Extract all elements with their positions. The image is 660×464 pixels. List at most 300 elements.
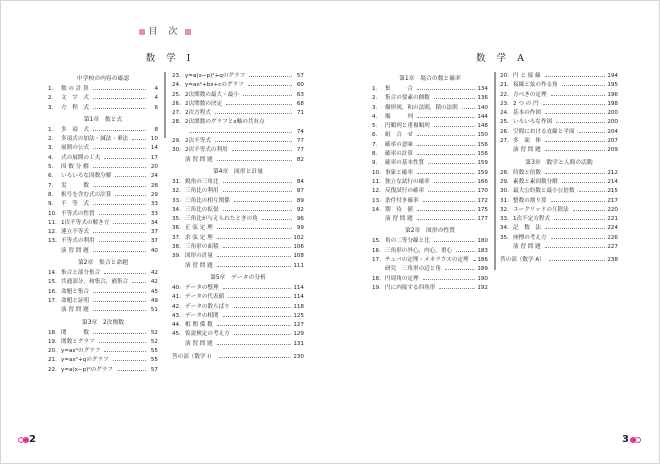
chapter-heading: 第1章 数と式 [83, 116, 123, 123]
toc-entry[interactable] [172, 109, 304, 118]
dot-leader [579, 191, 606, 192]
dot-leader [417, 145, 475, 146]
toc-entry[interactable] [172, 197, 304, 206]
answer-section-entry[interactable] [500, 256, 618, 265]
entry-page-number: 200 [607, 119, 618, 126]
entry-number: 12. [48, 229, 57, 236]
chapter-heading: 第2章 図形の性質 [404, 228, 456, 235]
toc-entry[interactable] [500, 243, 618, 252]
toc-entry[interactable] [48, 163, 158, 172]
entry-title: 確率の意味 [385, 141, 413, 148]
toc-entry[interactable] [48, 237, 158, 246]
entry-title: 約数と倍数 [513, 169, 541, 176]
dot-leader [579, 132, 606, 133]
chapter-heading: 第2章 集合と命題 [77, 260, 129, 267]
dot-leader [545, 228, 605, 229]
toc-entry[interactable] [48, 347, 158, 356]
entry-title: 三角比の利用 [185, 188, 219, 195]
entry-title: 実 数 [61, 182, 89, 189]
toc-entry[interactable] [372, 122, 488, 131]
entry-page-number: 42 [150, 270, 158, 277]
toc-entry[interactable] [500, 178, 618, 187]
toc-entry[interactable] [172, 146, 304, 155]
toc-entry[interactable] [172, 215, 304, 224]
entry-page-number: 230 [293, 354, 304, 361]
entry-number: 20. [500, 73, 509, 79]
entry-page-number: 150 [477, 132, 488, 139]
entry-title: 多 面 体 [513, 138, 541, 145]
entry-page-number: 159 [477, 169, 488, 176]
entry-number: 3. [372, 104, 378, 111]
dot-leader [189, 132, 292, 133]
entry-number: 32. [172, 188, 181, 195]
dot-leader [115, 176, 146, 177]
entry-page-number: 89 [296, 197, 304, 204]
toc-entry[interactable] [372, 178, 488, 187]
entry-number: 8. [48, 191, 54, 198]
dot-leader [217, 238, 292, 239]
entry-number: 18. [48, 329, 57, 336]
dot-leader [573, 210, 606, 211]
dot-leader [215, 113, 292, 114]
toc-entry[interactable] [172, 72, 304, 81]
entry-title: 命題と証明 [61, 297, 89, 304]
dot-leader [93, 148, 146, 149]
dot-leader [223, 182, 292, 183]
entry-page-number: 10 [150, 136, 158, 143]
dot-leader [243, 95, 292, 96]
entry-title: 素数と素因数分解 [513, 178, 558, 185]
toc-entry[interactable] [172, 330, 304, 339]
entry-number: 15. [48, 279, 57, 286]
entry-page-number: 4 [154, 95, 158, 102]
toc-entry[interactable] [372, 197, 488, 206]
entry-number: 21. [48, 357, 57, 364]
toc-column-right-1 [372, 72, 488, 293]
toc-entry[interactable] [372, 284, 488, 293]
toc-entry[interactable] [500, 146, 618, 155]
dot-leader [417, 117, 475, 118]
toc-entry[interactable] [500, 215, 618, 224]
entry-number: 33. [172, 197, 181, 204]
toc-entry[interactable] [372, 187, 488, 196]
entry-number: 22. [48, 366, 57, 373]
toc-entry[interactable] [372, 113, 488, 122]
toc-entry[interactable] [172, 243, 304, 252]
entry-number: 5. [372, 123, 378, 130]
toc-entry[interactable] [372, 150, 488, 159]
toc-entry[interactable] [48, 135, 158, 144]
toc-entry[interactable] [500, 81, 618, 90]
dot-leader [417, 154, 475, 155]
toc-entry[interactable] [48, 366, 158, 375]
toc-entry[interactable] [48, 172, 158, 181]
entry-page-number: 24 [150, 173, 158, 180]
entry-title: 組 合 せ [385, 132, 413, 139]
toc-entry[interactable] [172, 187, 304, 196]
column-divider [494, 72, 496, 270]
entry-page-number: 8 [154, 126, 158, 133]
toc-entry[interactable] [48, 228, 158, 237]
entry-title: ユークリッドの互除法 [513, 206, 569, 213]
dot-leader [417, 210, 475, 211]
toc-entry[interactable] [48, 278, 158, 287]
entry-title: 演 習 問 題 [185, 156, 213, 163]
entry-page-number: 71 [296, 110, 304, 117]
entry-number: 2. [372, 95, 378, 102]
entry-number: 19. [48, 338, 57, 345]
entry-number: 34. [172, 206, 181, 213]
entry-number: 28. [500, 169, 509, 176]
toc-entry[interactable] [48, 154, 158, 163]
toc-entry[interactable] [372, 104, 488, 113]
entry-title: 鋭角の三角比 [185, 178, 219, 185]
dot-leader [423, 279, 476, 280]
dot-leader [554, 219, 605, 220]
dot-leader [545, 150, 606, 151]
toc-column-left-1 [48, 72, 158, 375]
toc-entry[interactable] [172, 252, 304, 261]
entry-title: 2次方程式 [185, 110, 211, 117]
toc-entry[interactable] [48, 219, 158, 228]
entry-title: 仮説検定の考え方 [185, 331, 230, 338]
toc-column-right-2 [500, 72, 618, 266]
toc-entry[interactable] [48, 144, 158, 153]
entry-page-number: 60 [296, 82, 304, 89]
toc-entry[interactable] [500, 91, 618, 100]
dot-leader [223, 316, 292, 317]
dot-leader [473, 260, 476, 261]
toc-entry[interactable] [172, 128, 304, 137]
toc-entry[interactable] [172, 303, 304, 312]
entry-number: 23. [500, 100, 509, 107]
dot-leader [99, 342, 146, 343]
entry-title: 演 習 問 題 [61, 247, 89, 254]
toc-entry[interactable] [500, 187, 618, 196]
dot-leader [115, 195, 146, 196]
toc-entry[interactable] [48, 85, 158, 94]
dot-leader [93, 292, 146, 293]
entry-title: 1次不等式の解き方 [61, 219, 110, 226]
dot-leader [228, 297, 291, 298]
entry-page-number: 131 [293, 340, 304, 347]
toc-entry[interactable] [172, 137, 304, 146]
pink-square-icon [139, 29, 145, 35]
folio-right [622, 434, 640, 445]
toc-entry[interactable] [172, 100, 304, 109]
entry-number: 40. [172, 284, 181, 291]
entry-number: 10. [48, 210, 57, 217]
entry-title: 演 習 問 題 [185, 340, 213, 347]
entry-number: 23. [172, 73, 181, 79]
entry-page-number: 29 [150, 191, 158, 198]
dot-leader [93, 108, 146, 109]
entry-page-number: 209 [607, 147, 618, 154]
toc-entry[interactable] [500, 234, 618, 243]
entry-title: 文 字 式 [61, 95, 89, 102]
entry-page-number: 220 [607, 206, 618, 213]
entry-number: 11. [48, 219, 57, 226]
entry-page-number: 74 [296, 128, 304, 135]
toc-entry[interactable] [48, 247, 158, 256]
entry-title: y=a(x−p)²+qのグラフ [185, 73, 246, 79]
folio-left [18, 434, 36, 445]
toc-entry[interactable] [172, 118, 304, 127]
toc-entry[interactable] [500, 197, 618, 206]
toc-entry[interactable] [48, 288, 158, 297]
toc-entry[interactable] [372, 85, 488, 94]
dot-leader [99, 241, 146, 242]
entry-number: 30. [172, 147, 181, 154]
toc-entry[interactable] [372, 215, 488, 224]
toc-entry[interactable] [500, 109, 618, 118]
toc-entry[interactable] [500, 72, 618, 81]
entry-number: 26. [500, 128, 509, 135]
dot-leader [434, 182, 476, 183]
toc-entry[interactable] [48, 269, 158, 278]
entry-title: 多 項 式 [61, 126, 89, 133]
entry-number: 13. [48, 238, 57, 245]
entry-number: 12. [372, 188, 381, 195]
entry-page-number: 20 [150, 164, 158, 171]
toc-entry[interactable] [172, 234, 304, 243]
entry-page-number: 63 [296, 91, 304, 98]
entry-title: 円周角の定理 [385, 275, 419, 282]
dot-leader [93, 204, 146, 205]
entry-number: 39. [172, 253, 181, 260]
entry-page-number: 55 [150, 348, 158, 355]
toc-entry[interactable] [372, 131, 488, 140]
entry-page-number: 215 [607, 188, 618, 195]
answer-section-entry[interactable] [172, 353, 304, 362]
dot-leader [262, 219, 292, 220]
entry-number: 17. [48, 297, 57, 304]
entry-number: 28. [172, 119, 181, 126]
entry-title: 三角比が与えられたときの角 [185, 216, 258, 223]
entry-page-number: 189 [477, 266, 488, 273]
entry-page-number: 192 [477, 284, 488, 291]
entry-number: 9. [372, 160, 378, 167]
dot-leader [417, 89, 475, 90]
entry-title: 命題と集合 [61, 288, 89, 295]
dot-leader [93, 310, 146, 311]
entry-number: 4. [372, 113, 378, 120]
dot-leader [545, 141, 605, 142]
toc-entry[interactable] [172, 224, 304, 233]
dot-leader [93, 98, 146, 99]
entry-page-number: 28 [150, 182, 158, 189]
dot-leader [93, 167, 146, 168]
entry-title: 演 習 問 題 [513, 147, 541, 154]
toc-entry[interactable] [48, 329, 158, 338]
entry-page-number: 207 [607, 138, 618, 145]
toc-entry[interactable] [372, 206, 488, 215]
toc-entry[interactable] [172, 156, 304, 165]
toc-entry[interactable] [172, 178, 304, 187]
toc-entry[interactable] [48, 191, 158, 200]
entry-title: 演 習 問 題 [61, 307, 89, 314]
dot-leader [93, 186, 146, 187]
page-number-right: 3 [622, 434, 629, 445]
entry-title: 確率の計算 [385, 151, 413, 158]
entry-number: 7. [48, 182, 54, 189]
entry-title: 条件付き確率 [385, 197, 419, 204]
dot-leader [234, 201, 292, 202]
toc-title-text: 目 次 [148, 27, 182, 37]
entry-title: いろいろな作図 [513, 119, 553, 126]
entry-page-number: 108 [293, 253, 304, 260]
toc-entry[interactable] [372, 169, 488, 178]
toc-column-left-2 [172, 72, 304, 362]
entry-title: 答の部（数学 I） [172, 354, 215, 361]
subject-title-mathA: 数 学 A [476, 53, 528, 64]
dot-leader [234, 334, 292, 335]
toc-entry[interactable] [48, 200, 158, 209]
entry-number: 31. [500, 197, 509, 204]
entry-number: 41. [172, 294, 181, 301]
entry-title: 順 列 [385, 113, 413, 120]
entry-number: 2. [48, 136, 54, 143]
entry-number: 3. [48, 145, 54, 152]
toc-entry[interactable] [172, 262, 304, 271]
toc-entry[interactable] [48, 297, 158, 306]
entry-number: 5. [48, 164, 54, 171]
entry-page-number: 96 [296, 216, 304, 223]
entry-page-number: 87 [296, 188, 304, 195]
double-ring-icon [630, 437, 640, 443]
entry-page-number: 111 [293, 262, 304, 269]
toc-entry[interactable] [172, 293, 304, 302]
entry-page-number: 77 [296, 138, 304, 145]
dot-leader [113, 223, 146, 224]
toc-entry[interactable] [372, 237, 488, 246]
entry-page-number: 156 [477, 141, 488, 148]
entry-title: 方 程 式 [61, 104, 89, 111]
dot-leader [551, 238, 606, 239]
toc-entry[interactable] [372, 94, 488, 103]
entry-number: 35. [500, 234, 509, 241]
toc-entry[interactable] [172, 312, 304, 321]
chapter-heading: 第3章 数学と人間の活動 [525, 159, 593, 166]
entry-number: 7. [372, 141, 378, 148]
dot-leader [545, 113, 605, 114]
toc-entry[interactable] [172, 340, 304, 349]
entry-title: チェバの定理・メネラウスの定理 [385, 257, 469, 264]
entry-page-number: 159 [477, 160, 488, 167]
toc-entry[interactable] [48, 210, 158, 219]
toc-entry[interactable] [372, 159, 488, 168]
toc-entry[interactable] [500, 224, 618, 233]
entry-title: 円順列と重複順列 [385, 123, 430, 130]
entry-title: 事象と確率 [385, 169, 413, 176]
toc-entry[interactable] [48, 338, 158, 347]
entry-title: 展開の公式 [61, 145, 89, 152]
entry-title: 答の部（数学 A） [500, 257, 545, 264]
entry-number: 18. [372, 275, 381, 282]
dot-leader [551, 201, 606, 202]
entry-number: 14. [48, 270, 57, 277]
toc-entry[interactable] [500, 128, 618, 137]
toc-entry[interactable] [172, 284, 304, 293]
entry-number: 37. [172, 234, 181, 241]
toc-entry[interactable] [372, 275, 488, 284]
entry-title: 2 つ の 円 [513, 100, 539, 107]
entry-number: 10. [372, 169, 381, 176]
toc-entry[interactable] [48, 94, 158, 103]
entry-title: 多項式の加法・減法・乗法 [61, 136, 129, 143]
toc-entry[interactable] [500, 206, 618, 215]
toc-heading [0, 24, 330, 37]
toc-entry[interactable] [500, 169, 618, 178]
entry-number: 6. [372, 132, 378, 139]
dot-leader [93, 232, 146, 233]
toc-entry[interactable] [372, 256, 488, 265]
entry-page-number: 77 [296, 147, 304, 154]
entry-number: 13. [372, 197, 381, 204]
toc-entry[interactable] [172, 206, 304, 215]
toc-entry[interactable] [48, 104, 158, 113]
entry-title: 反復試行の確率 [385, 188, 425, 195]
toc-entry[interactable] [48, 182, 158, 191]
page-number-left: 2 [29, 434, 36, 445]
toc-entry[interactable] [172, 81, 304, 90]
dot-leader [417, 173, 475, 174]
entry-page-number: 92 [296, 206, 304, 213]
entry-page-number: 166 [477, 178, 488, 185]
toc-entry[interactable] [372, 265, 488, 274]
entry-number: 2. [48, 95, 54, 102]
entry-number: 1. [48, 86, 54, 92]
dot-leader [217, 266, 292, 267]
dot-leader [132, 139, 146, 140]
toc-entry[interactable] [500, 100, 618, 109]
column-divider [164, 72, 166, 138]
toc-entry[interactable] [372, 247, 488, 256]
entry-title: 正 弦 定 理 [185, 225, 213, 232]
entry-number: 42. [172, 303, 181, 310]
toc-entry[interactable] [500, 118, 618, 127]
entry-number: 44. [172, 322, 181, 329]
toc-entry[interactable] [172, 91, 304, 100]
dot-leader [434, 98, 476, 99]
dot-leader [456, 251, 475, 252]
entry-title: 不 等 式 [61, 201, 89, 208]
entry-page-number: 37 [150, 238, 158, 245]
toc-entry[interactable] [48, 356, 158, 365]
toc-entry[interactable] [48, 306, 158, 315]
dot-leader [93, 130, 146, 131]
entry-title: 演 習 問 題 [385, 216, 413, 223]
entry-page-number: 42 [150, 279, 158, 286]
entry-page-number: 40 [150, 247, 158, 254]
dot-leader [223, 247, 292, 248]
entry-title: 基本の作図 [513, 110, 541, 117]
entry-page-number: 125 [293, 312, 304, 319]
entry-number: 24. [500, 110, 509, 117]
toc-entry[interactable] [372, 141, 488, 150]
toc-entry[interactable] [172, 321, 304, 330]
entry-page-number: 14 [150, 145, 158, 152]
toc-entry[interactable] [48, 126, 158, 135]
dot-leader [223, 288, 292, 289]
entry-page-number: 127 [293, 322, 304, 329]
chapter-heading: 第3章 2次関数 [81, 319, 125, 326]
toc-entry[interactable] [500, 137, 618, 146]
dot-leader [556, 122, 605, 123]
entry-page-number: 156 [477, 151, 488, 158]
entry-title: y=ax²+bx+cのグラフ [185, 82, 244, 89]
entry-number: 4. [48, 154, 54, 161]
